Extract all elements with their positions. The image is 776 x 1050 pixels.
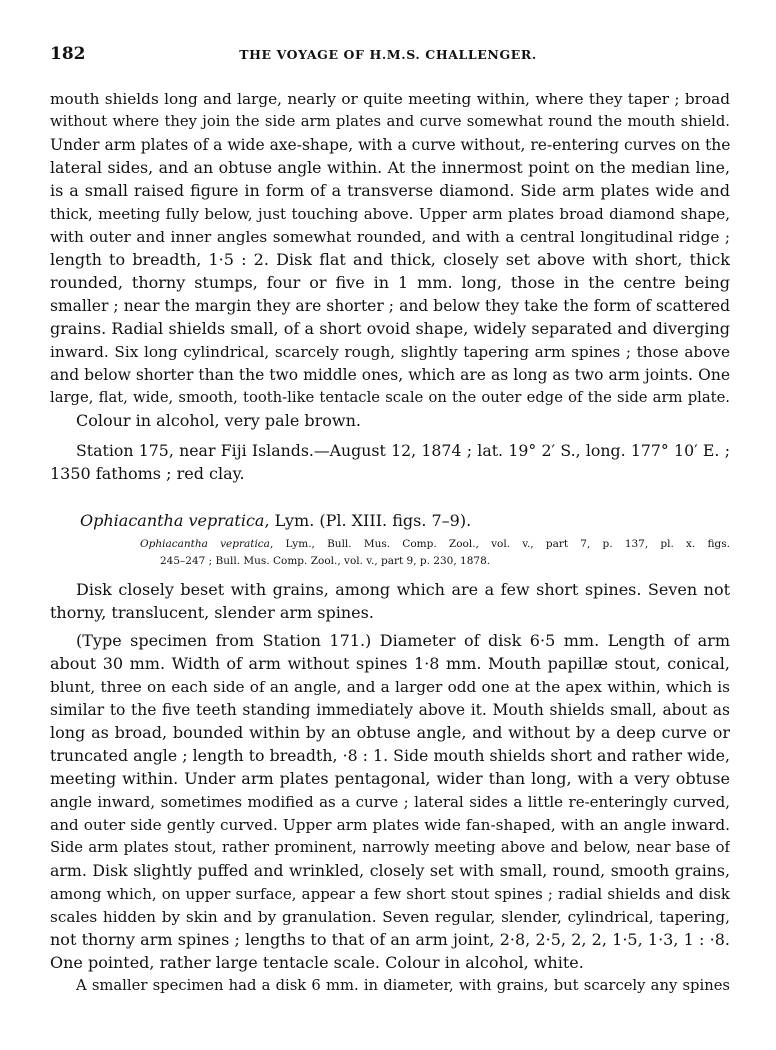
text-line: Side arm plates stout, rather prominent, narrowly meeting above and below, near base of [50, 839, 730, 856]
station-line: Station 175, near Fiji Islands.—August 12, 1874 ; lat. 19° 2′ S., long. 177° 10′ E. ; [76, 441, 730, 460]
text-line: not thorny arm spines ; lengths to that of an arm joint, 2·8, 2·5, 2, 2, 1·5, 1·3, 1 : ·8. [50, 930, 730, 949]
text-line: arm. Disk slightly puffed and wrinkled, closely set with small, round, smooth grains, [50, 861, 730, 880]
diagnosis-line: Disk closely beset with grains, among which are a few short spines. Seven not [76, 580, 730, 599]
reference-line: 245–247 ; Bull. Mus. Comp. Zool., vol. v., part 9, p. 230, 1878. [160, 555, 491, 567]
colour-note: Colour in alcohol, very pale brown. [76, 411, 361, 430]
text-line: with outer and inner angles somewhat rounded, and with a central longitudinal ridge ; [50, 228, 730, 246]
running-title: THE VOYAGE OF H.M.S. CHALLENGER. [239, 47, 537, 62]
text-line: mouth shields long and large, nearly or quite meeting within, where they taper ; broad [50, 90, 730, 108]
text-line: One pointed, rather large tentacle scale. Colour in alcohol, white. [50, 953, 584, 972]
text-line: about 30 mm. Width of arm without spines 1·8 mm. Mouth papillæ stout, conical, [50, 654, 730, 673]
page-number: 182 [50, 44, 86, 64]
species-name: Ophiacantha vepratica [80, 511, 265, 530]
text-line: thick, meeting fully below, just touching above. Upper arm plates broad diamond shape, [50, 205, 730, 223]
text-line: large, flat, wide, smooth, tooth-like tentacle scale on the outer edge of the side arm plate. [50, 389, 730, 406]
text-line: meeting within. Under arm plates pentagonal, wider than long, with a very obtuse [50, 769, 730, 788]
text-line: smaller ; near the margin they are shorter ; and below they take the form of scattered [50, 297, 730, 315]
text-line: among which, on upper surface, appear a few short stout spines ; radial shields and disk [50, 885, 730, 903]
text-line: lateral sides, and an obtuse angle within. At the innermost point on the median line, [50, 158, 730, 177]
text-line: A smaller specimen had a disk 6 mm. in diameter, with grains, but scarcely any spines [76, 977, 730, 994]
station-line: 1350 fathoms ; red clay. [50, 464, 245, 483]
text-line: and outer side gently curved. Upper arm plates wide fan-shaped, with an angle inward. [50, 816, 730, 834]
text-line: without where they join the side arm plates and curve somewhat round the mouth shield. [50, 113, 730, 130]
text-line: scales hidden by skin and by granulation. Seven regular, slender, cylindrical, tapering, [50, 908, 730, 926]
species-heading [80, 510, 720, 532]
text-line: truncated angle ; length to breadth, ·8 : 1. Side mouth shields short and rather wide, [50, 746, 730, 765]
text-line: inward. Six long cylindrical, scarcely rough, slightly tapering arm spines ; those above [50, 343, 730, 361]
text-line: blunt, three on each side of an angle, and a larger odd one at the apex within, which is [50, 678, 730, 696]
reference-line [140, 537, 730, 552]
text-line: long as broad, bounded within by an obtuse angle, and without by a deep curve or [50, 723, 730, 742]
reference-name: Ophiacantha vepratica [140, 538, 270, 550]
text-line: (Type specimen from Station 171.) Diameter of disk 6·5 mm. Length of arm [76, 631, 730, 650]
diagnosis-line: thorny, translucent, slender arm spines. [50, 603, 374, 622]
text-line: rounded, thorny stumps, four or five in 1 mm. long, those in the centre being [50, 273, 730, 292]
species-authority: , Lym. (Pl. XIII. figs. 7–9). [264, 511, 472, 530]
text-line: and below shorter than the two middle ones, which are as long as two arm joints. One [50, 366, 730, 384]
text-line: length to breadth, 1·5 : 2. Disk flat and thick, closely set above with short, thick [50, 250, 730, 269]
reference-text: , Lym., Bull. Mus. Comp. Zool., vol. v., part 7, p. 137, pl. x. figs. [269, 538, 730, 550]
text-line: is a small raised figure in form of a transverse diamond. Side arm plates wide and [50, 181, 730, 200]
text-line: Under arm plates of a wide axe-shape, with a curve without, re-entering curves on the [50, 136, 730, 154]
text-line: angle inward, sometimes modified as a curve ; lateral sides a little re-enteringly curved, [50, 793, 730, 811]
running-header [50, 44, 726, 68]
text-line: similar to the five teeth standing immediately above it. Mouth shields small, about as [50, 701, 730, 719]
text-line: grains. Radial shields small, of a short ovoid shape, widely separated and diverging [50, 319, 730, 338]
